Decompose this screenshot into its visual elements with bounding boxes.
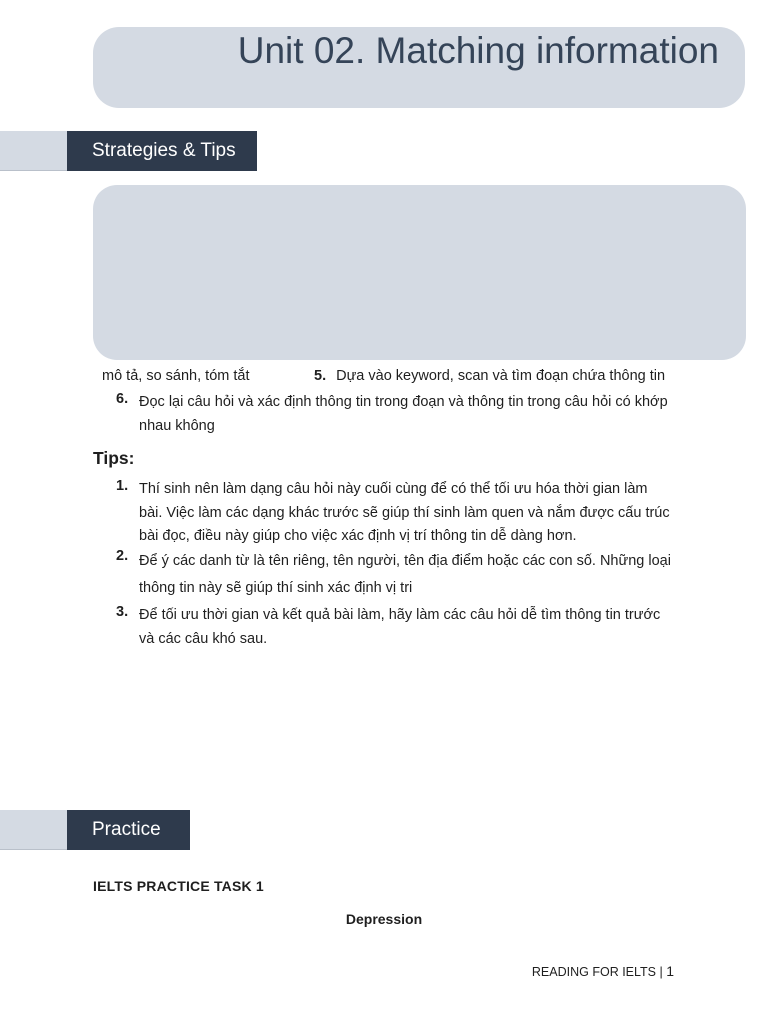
practice-task-heading: IELTS PRACTICE TASK 1: [93, 878, 264, 894]
strategy-step-6: [116, 391, 676, 439]
section-tab-practice: Practice: [67, 810, 190, 850]
footer-label: READING FOR IELTS |: [531, 965, 667, 979]
tip-text: Để ý các danh từ là tên riêng, tên người, tên địa điểm hoặc các con số. Những loại thông tin này sẽ giúp thí sinh xác định vị tri: [139, 553, 671, 596]
tip-text: Để tối ưu thời gian và kết quả bài làm, hãy làm các câu hỏi dễ tìm thông tin trước và các câu khó sau.: [139, 607, 661, 647]
page-footer: [532, 963, 674, 979]
tip-number: 3.: [116, 604, 129, 620]
article-title: Depression: [345, 911, 423, 927]
tip-text: Thí sinh nên làm dạng câu hỏi này cuối cùng để có thể tối ưu hóa thời gian làm bài. Việc làm các dạng khác trước sẽ giúp thí sinh làm quen và nắm được cấu trúc bài đọc, điều này giúp cho việc xác định vị trí thông tin dễ dàng hơn.: [139, 481, 670, 544]
page-number: 1: [666, 963, 674, 979]
page-title: Unit 02. Matching information: [237, 30, 719, 71]
step-text: Đọc lại câu hỏi và xác định thông tin trong đoạn và thông tin trong câu hỏi có khớp nhau không: [139, 394, 668, 434]
step-text: Dựa vào keyword, scan và tìm đoạn chứa thông tin: [336, 368, 666, 384]
step-number: 6.: [116, 391, 129, 407]
title-banner: [93, 27, 745, 108]
strategies-overlay-box: [93, 185, 746, 360]
section-tab-strategies: Strategies & Tips: [67, 131, 257, 171]
tip-number: 1.: [116, 478, 129, 494]
step-number: 5.: [314, 368, 327, 384]
tips-heading: Tips:: [93, 448, 135, 468]
tip-number: 2.: [116, 548, 129, 564]
tip-item-3: [116, 604, 676, 652]
tip-item-1: [116, 478, 676, 550]
strategy-left-text: mô tả, so sánh, tóm tắt: [102, 368, 250, 384]
tip-item-2: [116, 548, 676, 600]
strategy-step-5: [314, 368, 665, 384]
